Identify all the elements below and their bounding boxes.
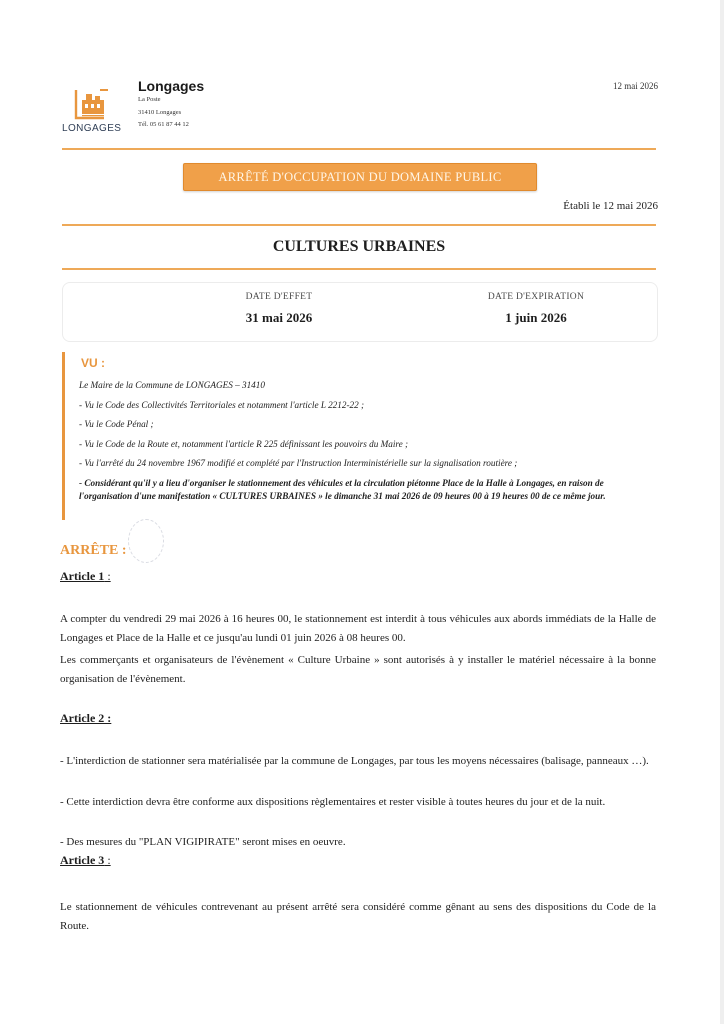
dates-box	[62, 282, 658, 342]
vu-item: - Vu le Code des Collectivités Territoriales et notamment l'article L 2212-22 ;	[79, 399, 365, 410]
header-rule	[62, 148, 656, 150]
effect-date-value: 31 mai 2026	[245, 310, 313, 325]
town-hall-icon	[74, 86, 112, 120]
address-line-2: 31410 Longages	[138, 108, 182, 116]
org-name: Longages	[138, 78, 205, 94]
vu-item-considering: - Considérant qu'il y a lieu d'organiser le stationnement des véhicules et la circulation piétonne Place de la Halle à Longages, en raison de l'organisation d'une manifestation « CULTURES URBAINES » le dimanche 31 mai 2026 de 09 heures 00 à 19 heures 00 de ce même jour.	[79, 477, 606, 501]
address-line-1: La Poste	[138, 96, 161, 103]
article-1-paragraph-1: A compter du vendredi 29 mai 2026 à 16 heures 00, le stationnement est interdit à tous véhicules aux abords immédiats de la Halle de Longages et Place de la Halle et ce jusqu'au lundi 01 juin 2026 à 08 heures 00.	[60, 613, 656, 644]
article-2-title-text: Article 2 :	[60, 711, 112, 725]
document-title: CULTURES URBAINES	[272, 238, 446, 255]
article-2-paragraph-1: - L'interdiction de stationner sera matérialisée par la commune de Longages, par tous les moyens nécessaires (balisage, panneaux …).	[60, 755, 649, 767]
org-block	[138, 78, 204, 132]
vu-heading: VU :	[81, 356, 105, 370]
article-2-title	[60, 711, 111, 726]
expiration-date-value: 1 juin 2026	[505, 310, 567, 325]
phone-line: Tél. 05 61 87 44 12	[138, 121, 189, 128]
vu-item: Le Maire de la Commune de LONGAGES – 31410	[79, 380, 265, 390]
document-type-banner: ARRÊTÉ D'OCCUPATION DU DOMAINE PUBLIC	[183, 163, 537, 191]
town-logo	[62, 86, 124, 134]
article-1-paragraph-2: Les commerçants et organisateurs de l'évènement « Culture Urbaine » sont autorisés à y installer le matériel nécessaire à la bonne organisation de l'évènement.	[60, 654, 656, 685]
article-2-paragraph-3: - Des mesures du "PLAN VIGIPIRATE" seront mises en oeuvre.	[60, 836, 346, 848]
effect-date	[179, 292, 379, 326]
title-rule-top	[62, 224, 656, 226]
expiration-date-label: DATE D'EXPIRATION	[487, 292, 585, 302]
vu-item: - Vu l'arrêté du 24 novembre 1967 modifié et complété par l'Instruction Interministérielle sur la signalisation routière ;	[79, 458, 518, 468]
header-date: 12 mai 2026	[613, 81, 658, 91]
title-rule-bottom	[62, 268, 656, 270]
vu-item: - Vu le Code Pénal ;	[79, 419, 154, 429]
article-1-title	[60, 569, 111, 584]
article-1-colon: :	[104, 569, 111, 583]
article-2-paragraph-2: - Cette interdiction devra être conforme aux dispositions règlementaires et rester visible à toutes heures du jour et de la nuit.	[60, 796, 606, 808]
vu-item: - Vu le Code de la Route et, notamment l'article R 225 définissant les pouvoirs du Maire ;	[79, 438, 409, 449]
vu-section	[62, 352, 659, 520]
article-3-title-text: Article 3	[60, 853, 105, 867]
article-1-title-text: Article 1	[60, 569, 105, 583]
vu-list	[79, 379, 655, 503]
established-date: Établi le 12 mai 2026	[563, 200, 658, 212]
faint-stamp	[128, 519, 164, 563]
article-3-colon: :	[104, 853, 111, 867]
arrete-heading: ARRÊTE :	[60, 543, 127, 558]
effect-date-label: DATE D'EFFET	[245, 292, 313, 302]
logo-caption: LONGAGES	[62, 123, 122, 134]
article-3-title	[60, 853, 111, 868]
article-3-paragraph-1: Le stationnement de véhicules contrevenant au présent arrêté sera considéré comme gênant au sens des dispositions du Code de la Route.	[60, 901, 656, 932]
page-edge	[720, 0, 724, 1024]
expiration-date	[436, 292, 636, 326]
